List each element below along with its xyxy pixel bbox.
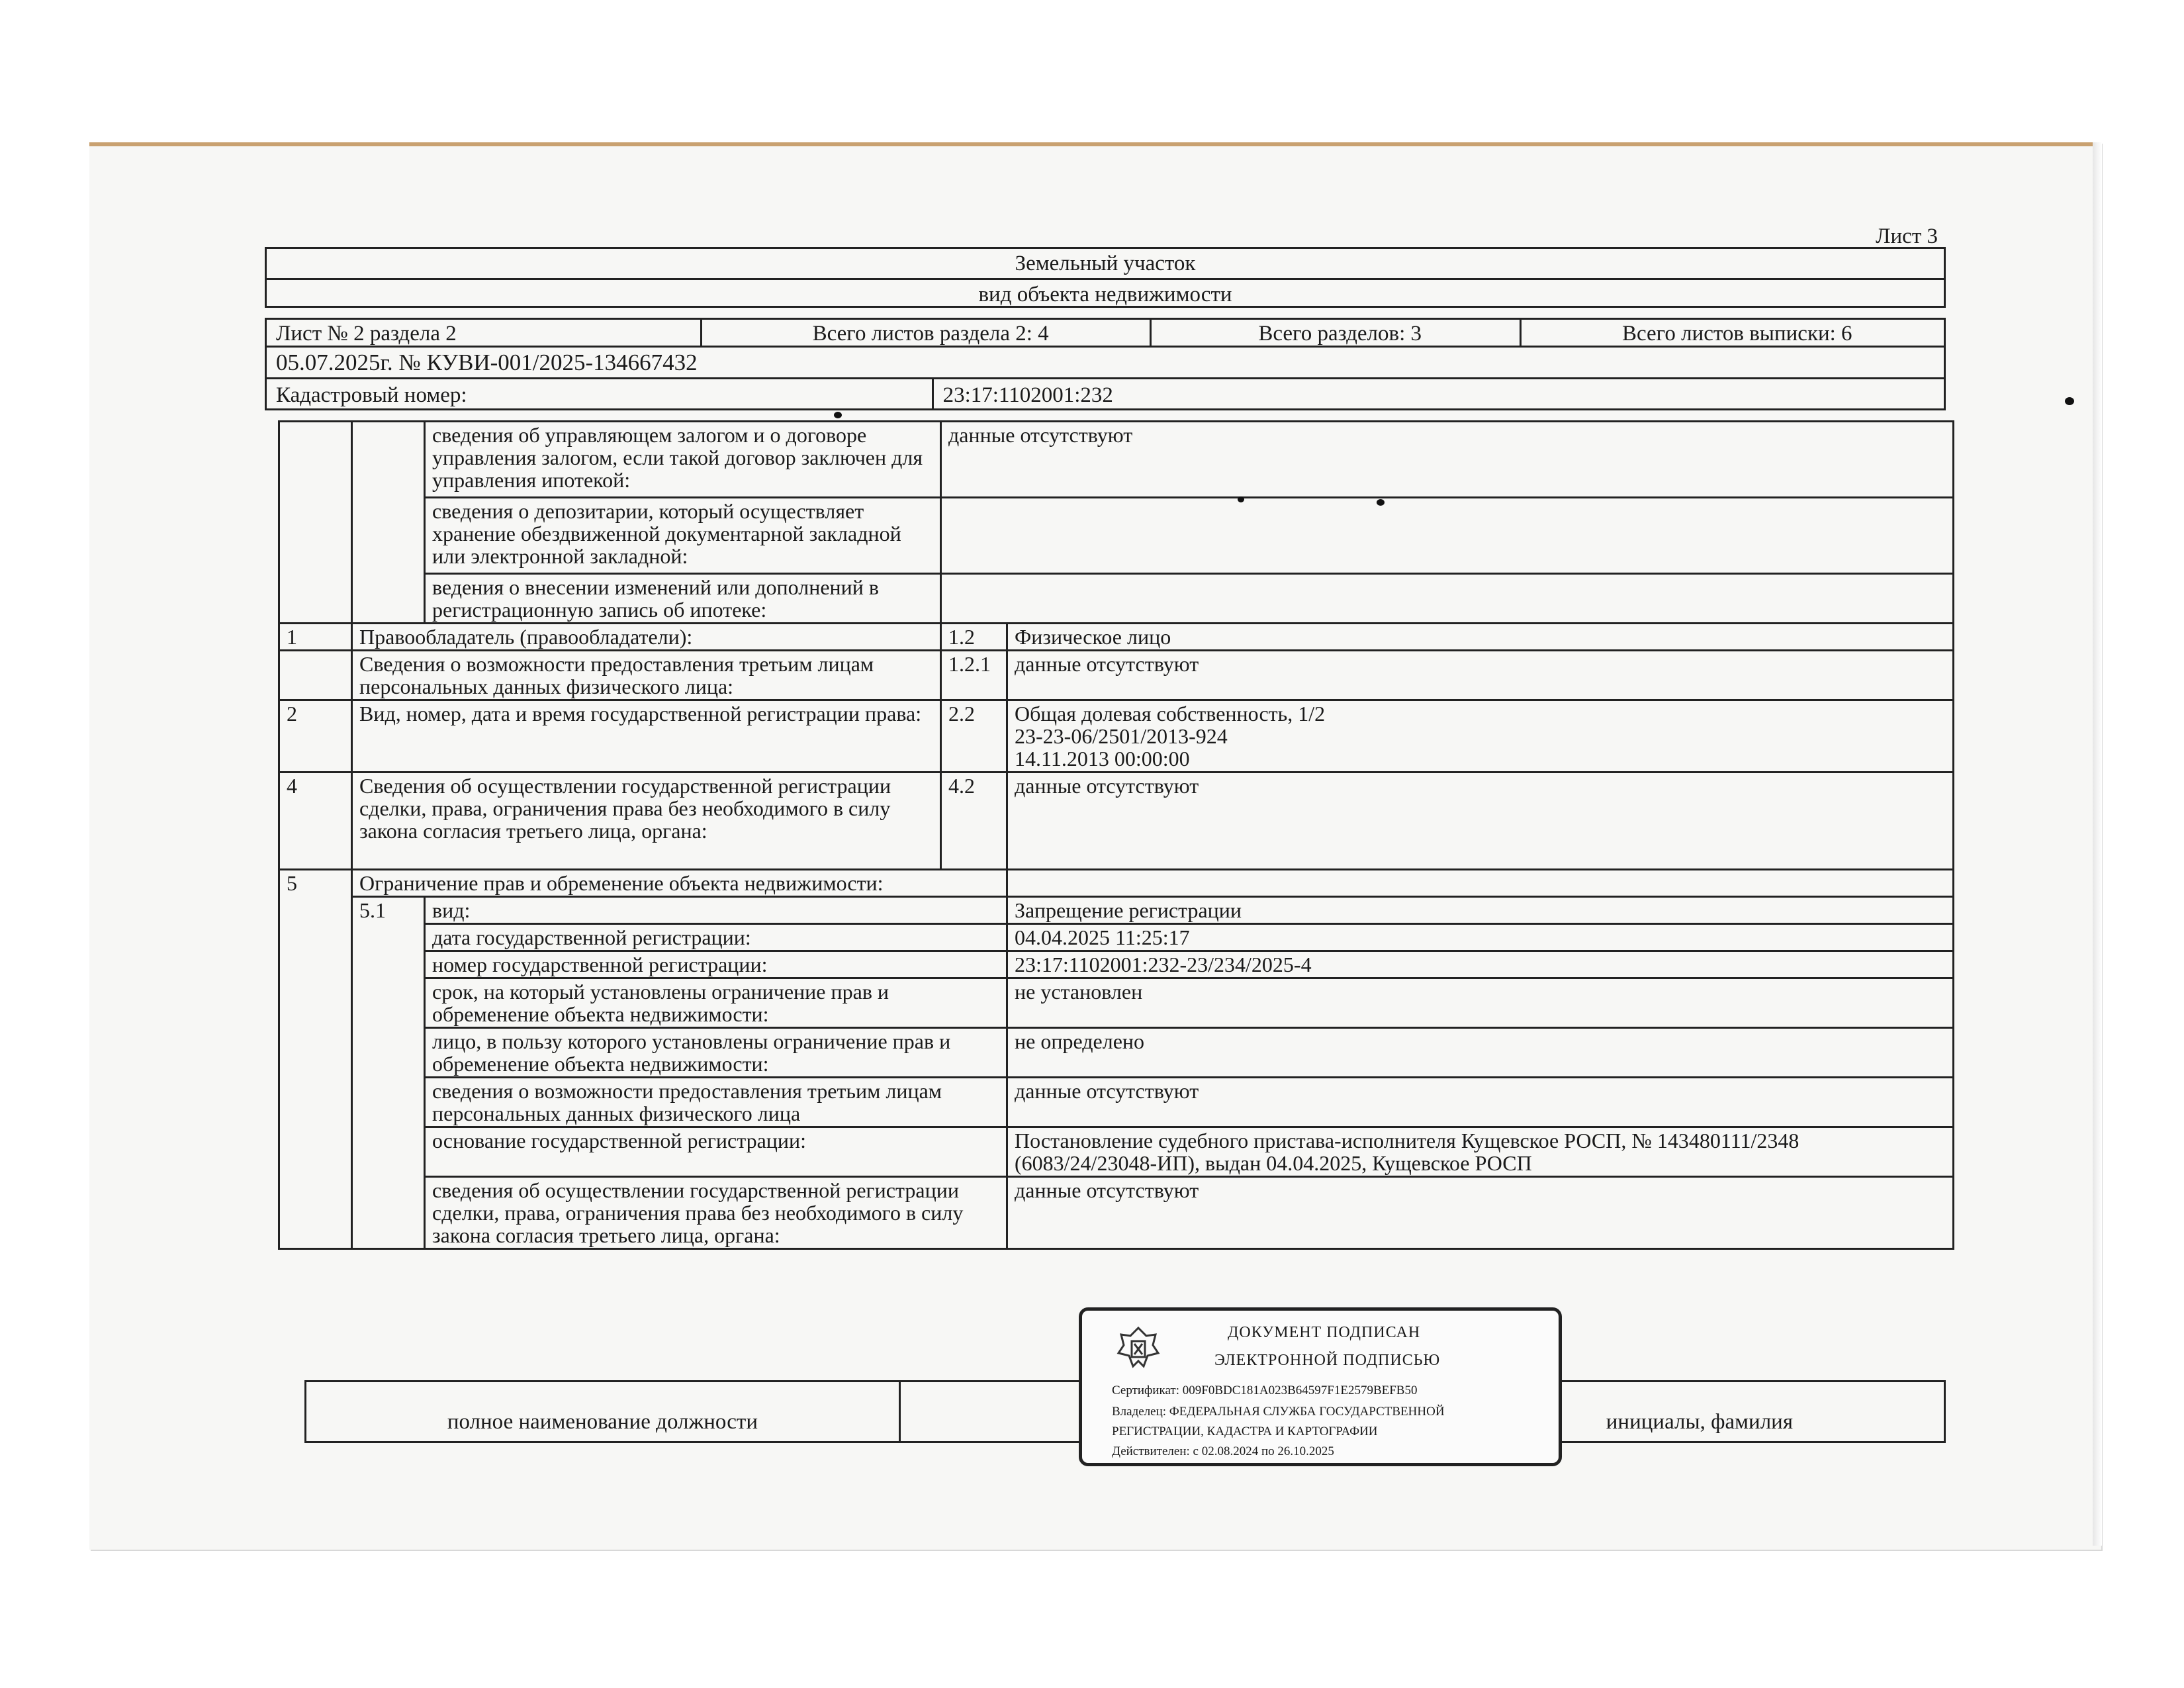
table-row [279, 700, 1954, 773]
row-label: Сведения о возможности предоставления третьим лицам персональных данных физического лица: [352, 651, 941, 700]
object-type: Земельный участок [267, 249, 1944, 280]
restriction-item-value: не установлен [1007, 978, 1954, 1028]
restriction-label: Ограничение прав и обременение объекта недвижимости: [352, 870, 1007, 897]
restriction-item-label: сведения о возможности предоставления третьим лицам персональных данных физического лица [425, 1078, 1007, 1127]
table-row [279, 1127, 1954, 1177]
table-row [279, 924, 1954, 951]
restriction-item-value: 04.04.2025 11:25:17 [1007, 924, 1954, 951]
table-row [279, 978, 1954, 1028]
object-kind-label: вид объекта недвижимости [978, 283, 1232, 306]
position-label: полное наименование должности [306, 1382, 901, 1441]
row-value: Физическое лицо [1007, 624, 1954, 651]
stamp-certificate: Сертификат: 009F0BDC181A023B64597F1E2579BEFB50 [1112, 1383, 1418, 1397]
restriction-item-label: лицо, в пользу которого установлены ограничение прав и обременение объекта недвижимости: [425, 1028, 1007, 1078]
table-row [279, 870, 1954, 897]
row-number: 1 [279, 624, 352, 651]
restriction-item-label: основание государственной регистрации: [425, 1127, 1007, 1177]
table-row [279, 773, 1954, 870]
table-row [279, 498, 1954, 574]
cadastral-row [265, 377, 1946, 410]
scan-speck [1238, 496, 1244, 502]
row-code: 1.2 [941, 624, 1007, 651]
row-label: Сведения об осуществлении государственной регистрации сделки, права, ограничения права без необходимого в силу закона согласия третьего лица, органа: [352, 773, 941, 870]
table-row [279, 1177, 1954, 1249]
rights-table [278, 420, 1954, 1250]
sheet-info-row [265, 318, 1946, 348]
row-number [279, 651, 352, 700]
restriction-item-label: дата государственной регистрации: [425, 924, 1007, 951]
blank-cell [352, 422, 425, 624]
table-row [279, 422, 1954, 498]
table-row [279, 624, 1954, 651]
stamp-owner: Владелец: ФЕДЕРАЛЬНАЯ СЛУЖБА ГОСУДАРСТВЕННОЙ [1112, 1405, 1445, 1419]
restriction-sub-number: 5.1 [352, 897, 425, 1249]
depositary-label: сведения о депозитарии, который осуществляет хранение обездвиженной документарной закладной или электронной закладной: [425, 498, 941, 574]
extract-reference: 05.07.2025г. № КУВИ-001/2025-134667432 [265, 348, 1946, 377]
scan-speck [1377, 499, 1385, 506]
row-code: 2.2 [941, 700, 1007, 773]
restriction-item-label: срок, на который установлены ограничение прав и обременение объекта недвижимости: [425, 978, 1007, 1028]
stamp-title-line1: ДОКУМЕНТ ПОДПИСАН [1228, 1324, 1421, 1341]
table-row [279, 1078, 1954, 1127]
restriction-item-label: сведения об осуществлении государственной регистрации сделки, права, ограничения права без необходимого в силу закона согласия третьего лица, органа: [425, 1177, 1007, 1249]
blank-cell [279, 422, 352, 624]
extract-sheets-total: Всего листов выписки: 6 [1621, 322, 1852, 346]
rosreestr-emblem-icon [1112, 1323, 1165, 1376]
e-signature-stamp [1079, 1307, 1562, 1466]
blank-cell [1007, 870, 1954, 897]
section-sheets-total: Всего листов раздела 2: 4 [702, 320, 1151, 346]
cadastral-number: 23:17:1102001:232 [942, 383, 1113, 407]
title-box [265, 247, 1946, 308]
name-label: инициалы, фамилия [1606, 1410, 1794, 1434]
restriction-item-label: номер государственной регистрации: [425, 951, 1007, 978]
row-value-multiline [1007, 700, 1954, 773]
pledge-manager-value: данные отсутствуют [941, 422, 1954, 498]
table-row [279, 897, 1954, 924]
restriction-item-value: Постановление судебного пристава-исполнителя Кущевское РОСП, № 143480111/2348 (6083/24/23048-ИП), выдан 04.04.2025, Кущевское РОСП [1007, 1127, 1954, 1177]
sheet-number: Лист 3 [1876, 224, 1938, 248]
table-row [279, 574, 1954, 624]
stamp-valid: Действителен: с 02.08.2024 по 26.10.2025 [1112, 1444, 1334, 1458]
restriction-item-value: 23:17:1102001:232-23/234/2025-4 [1007, 951, 1954, 978]
stamp-title-line2: ЭЛЕКТРОННОЙ ПОДПИСЬЮ [1214, 1352, 1441, 1369]
row-value: данные отсутствуют [1007, 651, 1954, 700]
scan-speck [2065, 397, 2074, 405]
table-row [279, 951, 1954, 978]
paper-edge [2093, 142, 2102, 1546]
restriction-item-value: не определено [1007, 1028, 1954, 1078]
restriction-item-value: данные отсутствуют [1007, 1177, 1954, 1249]
row-number: 5 [279, 870, 352, 1249]
row-value: данные отсутствуют [1007, 773, 1954, 870]
row-label: Правообладатель (правообладатели): [352, 624, 941, 651]
right-number: 23-23-06/2501/2013-924 [1015, 724, 1228, 748]
mortgage-changes-label: ведения о внесении изменений или дополнений в регистрационную запись об ипотеке: [425, 574, 941, 624]
row-label: Вид, номер, дата и время государственной регистрации права: [352, 700, 941, 773]
mortgage-changes-value [941, 574, 1954, 624]
restriction-item-value: данные отсутствуют [1007, 1078, 1954, 1127]
row-code: 1.2.1 [941, 651, 1007, 700]
row-number: 4 [279, 773, 352, 870]
table-row [279, 651, 1954, 700]
stamp-owner-cont: РЕГИСТРАЦИИ, КАДАСТРА И КАРТОГРАФИИ [1112, 1425, 1378, 1438]
restriction-item-label: вид: [425, 897, 1007, 924]
pledge-manager-label: сведения об управляющем залогом и о договоре управления залогом, если такой договор заключен для управления ипотекой: [425, 422, 941, 498]
right-date: 14.11.2013 00:00:00 [1015, 747, 1190, 771]
scan-speck [834, 412, 842, 418]
sections-total: Всего разделов: 3 [1152, 320, 1522, 346]
depositary-value [941, 498, 1954, 574]
sheet-of-section: Лист № 2 раздела 2 [267, 320, 702, 346]
table-row [279, 1028, 1954, 1078]
row-code: 4.2 [941, 773, 1007, 870]
cadastral-label: Кадастровый номер: [267, 379, 934, 408]
right-type: Общая долевая собственность, 1/2 [1015, 702, 1326, 726]
row-number: 2 [279, 700, 352, 773]
restriction-item-value: Запрещение регистрации [1007, 897, 1954, 924]
